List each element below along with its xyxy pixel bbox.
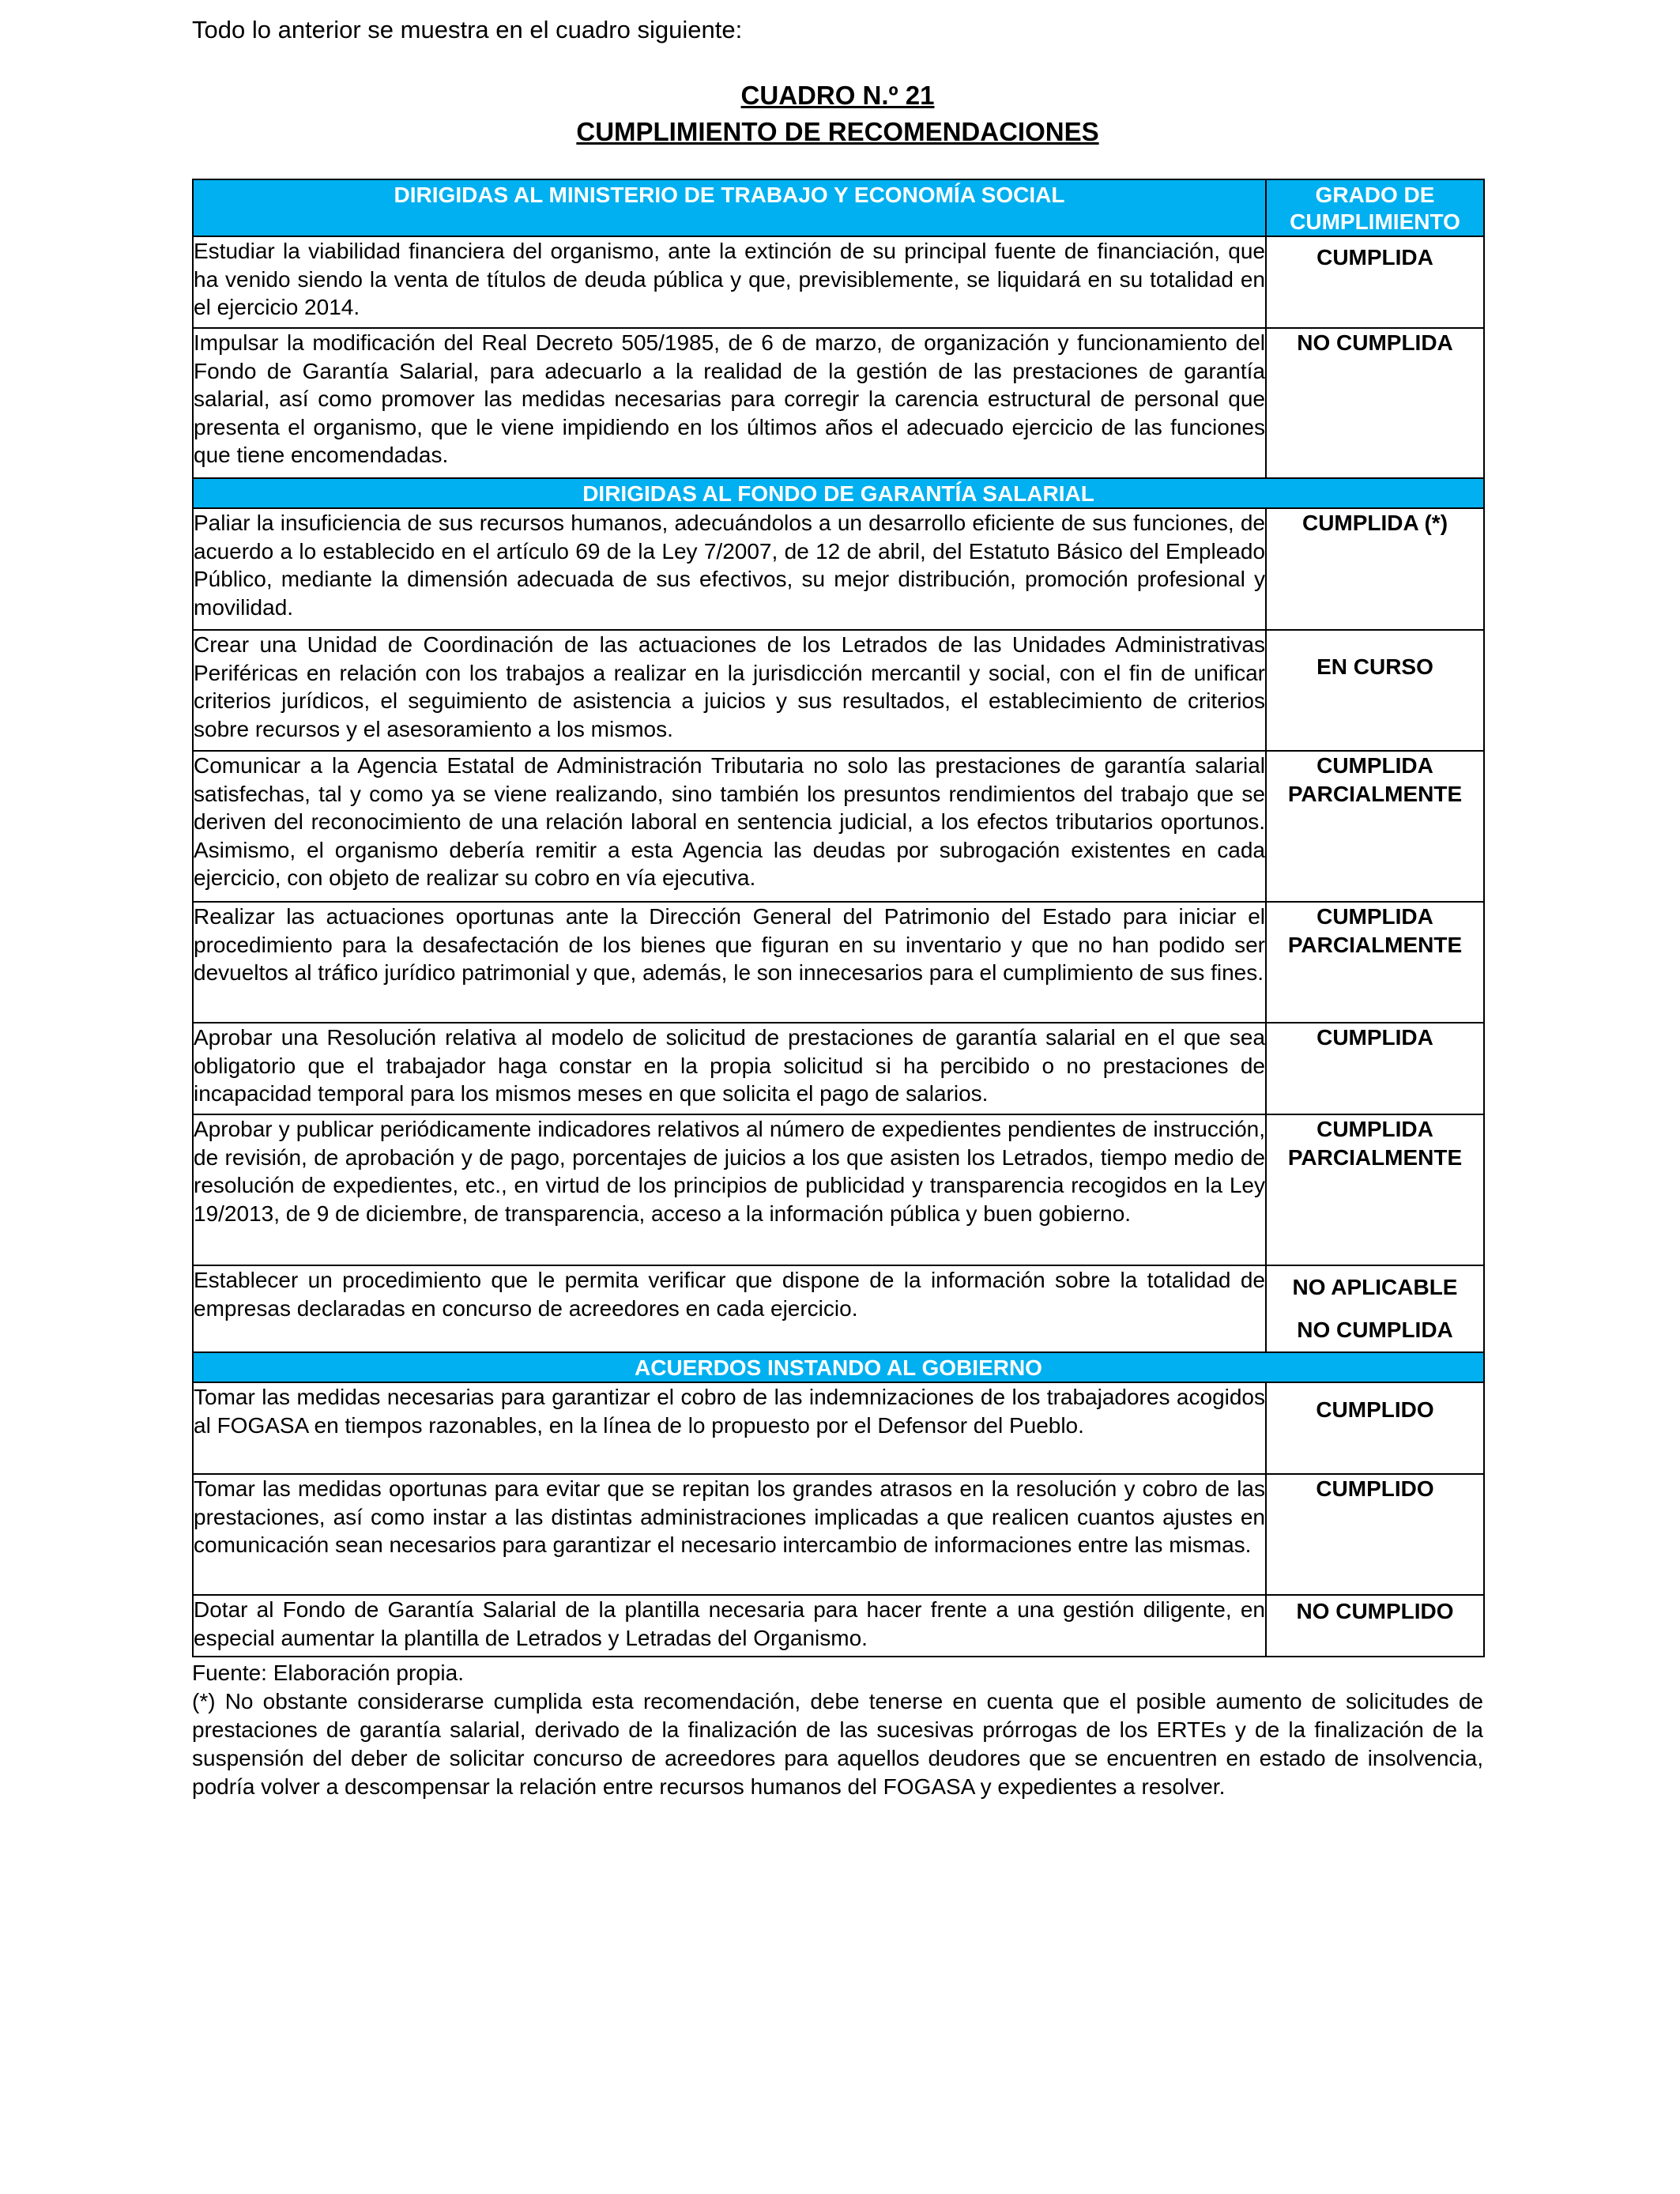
table-row xyxy=(193,1595,1484,1657)
table-row xyxy=(193,1023,1484,1114)
compliance-grade: NO CUMPLIDA xyxy=(1266,328,1484,478)
section-title: DIRIGIDAS AL FONDO DE GARANTÍA SALARIAL xyxy=(193,478,1484,508)
table-row xyxy=(193,328,1484,478)
table-notes xyxy=(192,1659,1483,1801)
section-title: ACUERDOS INSTANDO AL GOBIERNO xyxy=(193,1352,1484,1382)
grade-line: NO CUMPLIDA xyxy=(1297,1318,1453,1342)
grade-line: PARCIALMENTE xyxy=(1287,1144,1463,1170)
compliance-grade: CUMPLIDA xyxy=(1266,236,1484,328)
recommendation-text: Tomar las medidas necesarias para garantizar el cobro de las indemnizaciones de los trabajadores acogidos al FOGASA en tiempos razonables, en la línea de lo propuesto por el Defensor del Pueblo. xyxy=(193,1382,1266,1474)
section-title: DIRIGIDAS AL MINISTERIO DE TRABAJO Y ECONOMÍA SOCIAL xyxy=(193,179,1266,236)
compliance-grade: NO CUMPLIDO xyxy=(1266,1595,1484,1657)
recommendation-text: Aprobar y publicar periódicamente indicadores relativos al número de expedientes pendientes de instrucción, de revisión, de aprobación y de pago, porcentajes de juicios a los que asisten los Letrados, tiempo medio de resolución de expedientes, etc., en virtud de los principios de publicidad y transparencia recogidos en la Ley 19/2013, de 9 de diciembre, de transparencia, acceso a la información pública y buen gobierno. xyxy=(193,1114,1266,1265)
grade-line: CUMPLIDA xyxy=(1317,904,1433,929)
grade-column-header xyxy=(1266,179,1484,236)
grade-line: PARCIALMENTE xyxy=(1287,932,1463,957)
recommendation-text: Establecer un procedimiento que le permita verificar que dispone de la información sobre la totalidad de empresas declaradas en concurso de acreedores en cada ejercicio. xyxy=(193,1265,1266,1352)
grade-header-text: GRADO DE CUMPLIMIENTO xyxy=(1290,183,1460,234)
compliance-grade: CUMPLIDA xyxy=(1266,1023,1484,1114)
recommendation-text: Tomar las medidas oportunas para evitar que se repitan los grandes atrasos en la resolución y cobro de las prestaciones, así como instar a las distintas administraciones implicadas a que realicen cuantos ajustes en comunicación sean necesarios para garantizar el necesario intercambio de informaciones entre las mismas. xyxy=(193,1474,1266,1595)
compliance-grade: CUMPLIDO xyxy=(1266,1474,1484,1595)
compliance-grade: EN CURSO xyxy=(1266,630,1484,751)
table-row xyxy=(193,630,1484,751)
table-row xyxy=(193,236,1484,328)
grade-line: PARCIALMENTE xyxy=(1287,781,1463,806)
grade-line: NO APLICABLE xyxy=(1292,1275,1458,1299)
table-row xyxy=(193,508,1484,630)
recommendation-text: Aprobar una Resolución relativa al modelo de solicitud de prestaciones de garantía salarial en el que sea obligatorio que el trabajador haga constar en la propia solicitud si ha percibido o no prestaciones de incapacidad temporal para los mismos meses en que solicita el pago de salarios. xyxy=(193,1023,1266,1114)
recommendation-text: Crear una Unidad de Coordinación de las actuaciones de los Letrados de las Unidades Administrativas Periféricas en relación con los trabajos a realizar en la jurisdicción mercantil y social, con el fin de unificar criterios jurídicos, el seguimiento de asistencia a juicios y sus resultados, el establecimiento de criterios sobre recursos y el asesoramiento a los mismos. xyxy=(193,630,1266,751)
table-row xyxy=(193,1474,1484,1595)
table-row xyxy=(193,1382,1484,1474)
source-note: Fuente: Elaboración propia. xyxy=(192,1661,464,1685)
compliance-grade: CUMPLIDO xyxy=(1266,1382,1484,1474)
table-row xyxy=(193,1114,1484,1265)
table-number-title: CUADRO N.º 21 xyxy=(740,81,935,110)
grade-line: CUMPLIDA xyxy=(1317,1117,1433,1141)
recommendation-text: Comunicar a la Agencia Estatal de Administración Tributaria no solo las prestaciones de garantía salarial satisfechas, tal y como ya se viene realizando, sino también los presuntos rendimientos del trabajo que se deriven del reconocimiento de una relación laboral en sentencia judicial, a los efectos tributarios oportunos. Asimismo, el organismo debería remitir a esta Agencia las deudas por subrogación existentes en cada ejercicio, con objeto de realizar su cobro en vía ejecutiva. xyxy=(193,751,1266,902)
footnote: (*) No obstante considerarse cumplida esta recomendación, debe tenerse en cuenta que el posible aumento de solicitudes de prestaciones de garantía salarial, derivado de la finalización de las sucesivas prórrogas de los ERTEs y de la finalización de la suspensión del deber de solicitar concurso de acreedores para aquellos deudores que se encuentren en estado de insolvencia, podría volver a descompensar la relación entre recursos humanos del FOGASA y expedientes a resolver. xyxy=(192,1689,1483,1799)
section-header-gobierno xyxy=(193,1352,1484,1382)
table-row xyxy=(193,902,1484,1023)
compliance-grade xyxy=(1266,1114,1484,1265)
section-header-fondo xyxy=(193,478,1484,508)
recommendation-text: Paliar la insuficiencia de sus recursos humanos, adecuándolos a un desarrollo eficiente de sus funciones, de acuerdo a lo establecido en el artículo 69 de la Ley 7/2007, de 12 de abril, del Estatuto Básico del Empleado Público, mediante la dimensión adecuada de sus efectivos, su mejor distribución, promoción profesional y movilidad. xyxy=(193,508,1266,630)
recommendation-text: Impulsar la modificación del Real Decreto 505/1985, de 6 de marzo, de organización y funcionamiento del Fondo de Garantía Salarial, para adecuarlo a la realidad de la gestión de las prestaciones de garantía salarial, así como promover las medidas necesarias para corregir la carencia estructural de personal que presenta el organismo, que le viene impidiendo en los últimos años el adecuado ejercicio de las funciones que tiene encomendadas. xyxy=(193,328,1266,478)
table-title: CUMPLIMIENTO DE RECOMENDACIONES xyxy=(576,117,1099,146)
compliance-grade: CUMPLIDA (*) xyxy=(1266,508,1484,630)
compliance-grade xyxy=(1266,1265,1484,1352)
table-row xyxy=(193,1265,1484,1352)
intro-text: Todo lo anterior se muestra en el cuadro siguiente: xyxy=(192,16,743,43)
section-header-ministerio xyxy=(193,179,1484,236)
grade-line: CUMPLIDA xyxy=(1317,753,1433,778)
recommendation-text: Realizar las actuaciones oportunas ante la Dirección General del Patrimonio del Estado para iniciar el procedimiento para la desafectación de los bienes que figuran en su inventario y que no han podido ser devueltos al tráfico jurídico patrimonial y que, además, le son innecesarios para el cumplimiento de sus fines. xyxy=(193,902,1266,1023)
compliance-grade xyxy=(1266,751,1484,902)
recommendation-text: Estudiar la viabilidad financiera del organismo, ante la extinción de su principal fuente de financiación, que ha venido siendo la venta de títulos de deuda pública y que, previsiblemente, se liquidará en su totalidad en el ejercicio 2014. xyxy=(193,236,1266,328)
compliance-grade xyxy=(1266,902,1484,1023)
table-row xyxy=(193,751,1484,902)
recommendations-table xyxy=(192,179,1485,1657)
recommendation-text: Dotar al Fondo de Garantía Salarial de la plantilla necesaria para hacer frente a una gestión diligente, en especial aumentar la plantilla de Letrados y Letradas del Organismo. xyxy=(193,1595,1266,1657)
